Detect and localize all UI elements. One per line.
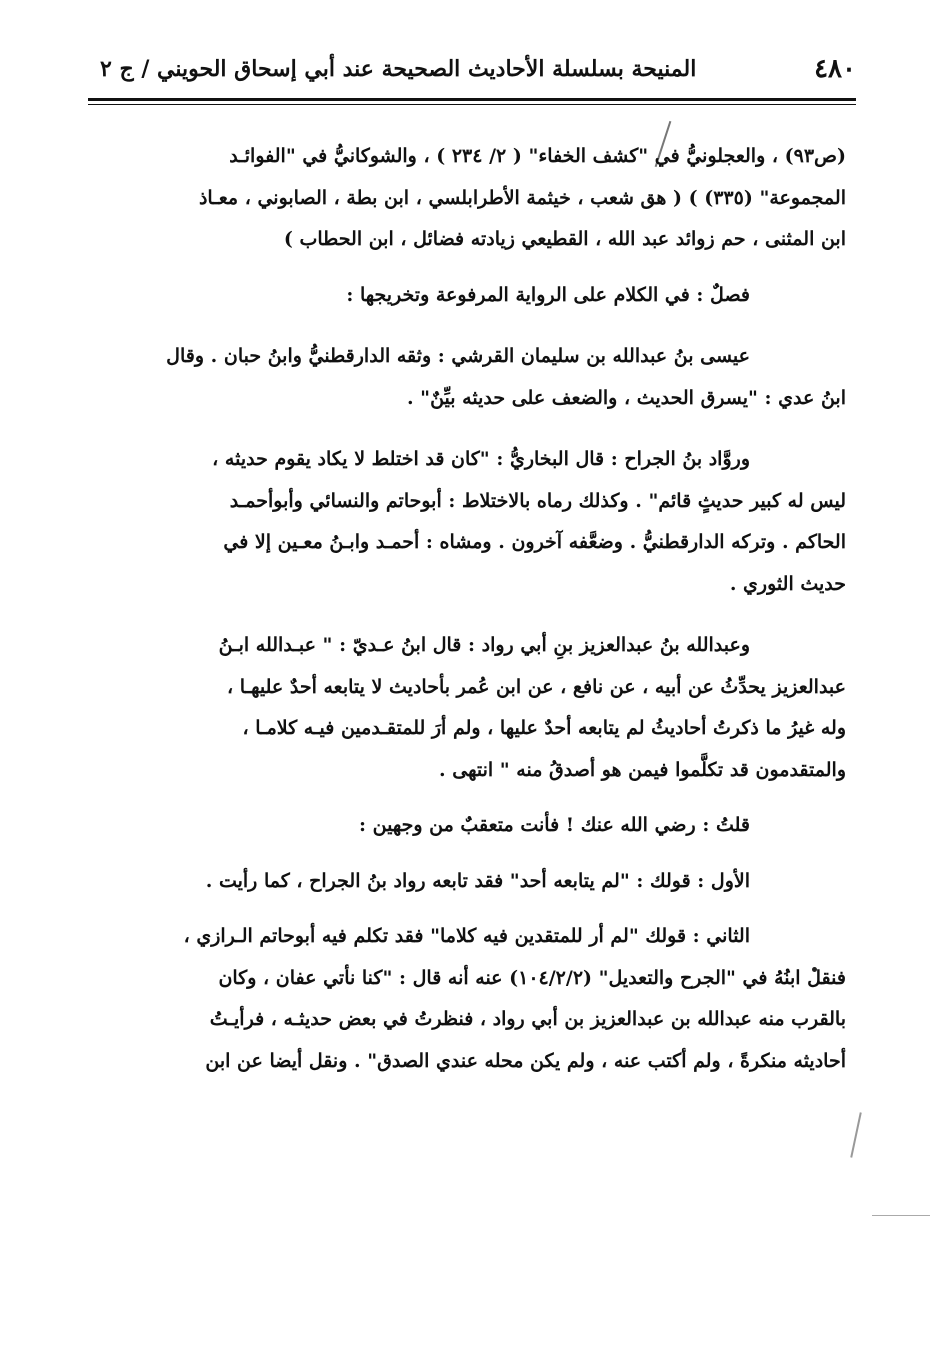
text-line: المجموعة" (٣٣٥) ) ( هق شعب ، خيثمة الأطرابلسي ، ابن بطة ، الصابوني ، معـاذ bbox=[198, 186, 846, 209]
text-line: وروَّاد بنُ الجراح : قال البخاريُّ : "كان قد اختلط لا يكاد يقوم حديثه ، bbox=[212, 448, 750, 470]
paragraph-first-point bbox=[98, 861, 846, 903]
page-header bbox=[88, 52, 856, 96]
header-rule-thick bbox=[88, 98, 856, 101]
text-line: عيسى بنُ عبدالله بن سليمان القرشي : وثقه الدارقطنيُّ وابنُ حبان . وقال bbox=[166, 345, 750, 367]
margin-mark bbox=[850, 1112, 862, 1157]
text-line: وعبدالله بنُ عبدالعزيز بنِ أبي رواد : قال ابنُ عـديّ : " عبـدالله ابـنُ bbox=[218, 634, 750, 656]
text-line: بالقرب منه عبدالله بن عبدالعزيز بن أبي رواد ، فنظرتُ في بعض حديثـه ، فرأيـتُ bbox=[209, 1008, 846, 1030]
text-line: عبدالعزيز يحدِّثُ عن أبيه ، عن نافع ، عن ابن عُمر بأحاديث لا يتابعه أحدٌ عليهـا ، bbox=[227, 675, 846, 698]
running-title: المنيحة بسلسلة الأحاديث الصحيحة عند أبي إسحاق الحويني / ج ٢ bbox=[100, 56, 697, 82]
text-line: فصلٌ : في الكلام على الرواية المرفوعة وتخريجها : bbox=[346, 283, 750, 306]
header-rule-thin bbox=[88, 104, 856, 105]
paragraph-isa bbox=[98, 336, 846, 419]
paragraph-citations bbox=[98, 136, 846, 261]
paragraph-rawwad bbox=[98, 439, 846, 605]
text-line: والمتقدمون قد تكلَّموا فيمن هو أصدقُ منه " انتهى . bbox=[439, 758, 846, 781]
text-line: الأول : قولك : "لم يتابعه أحد" فقد تابعه رواد بنُ الجراح ، كما رأيت . bbox=[205, 869, 750, 892]
text-line: ليس له كبير حديثٍ قائم" . وكذلك رماه بالاختلاط : أبوحاتم والنسائي وأبوأحمـد bbox=[229, 489, 846, 512]
paragraph-abdullah bbox=[98, 625, 846, 791]
text-line: فنقل ابنُهُ في "الجرح والتعديل" (١٠٤/٢/٢) عنه أنه قال : "كنا نأتي عفان ، وكان bbox=[218, 966, 846, 989]
text-line: الثاني : قولك "لم أر للمتقدين فيه كلاما" فقد تكلم فيه أبوحاتم الـرازي ، bbox=[183, 925, 750, 947]
text-line: ابن المثنى ، حم زوائد عبد الله ، القطيعي زيادته فضائل ، ابن الحطاب ) bbox=[283, 228, 846, 250]
margin-line bbox=[872, 1215, 930, 1216]
paragraph-qultu bbox=[98, 805, 846, 847]
text-line: حديث الثوري . bbox=[729, 572, 846, 595]
text-line: ابنُ عدي : "يسرق الحديث ، والضعف على حديثه بيِّنٌ" . bbox=[406, 386, 846, 409]
page-number: ٤٨٠ bbox=[814, 54, 856, 84]
text-line: الحاكم . وتركه الدارقطنيُّ . وضعَّفه آخرون . ومشاه : أحمـد وابـنُ معـين إلا في bbox=[223, 531, 846, 553]
paragraph-second-point bbox=[98, 916, 846, 1082]
text-line: (ص٩٣) ، والعجلونيُّ في "كشف الخفاء" ( ٢/ ٢٣٤ ) ، والشوكانيُّ في "الفوائـد bbox=[229, 145, 846, 167]
text-line: أحاديثه منكرةً ، ولم أكتب عنه ، ولم يكن محله عندي الصدق" . ونقل أيضا عن ابن bbox=[205, 1049, 846, 1072]
section-heading bbox=[98, 275, 846, 317]
body-text bbox=[98, 136, 846, 1082]
text-line: وله غيرُ ما ذكرتُ أحاديثُ لم يتابعه أحدٌ عليها ، ولم أرَ للمتقـدمين فيـه كلامـا ، bbox=[242, 717, 846, 739]
text-line: قلتُ : رضي الله عنك ! فأنت متعقبٌ من وجهين : bbox=[359, 814, 750, 836]
